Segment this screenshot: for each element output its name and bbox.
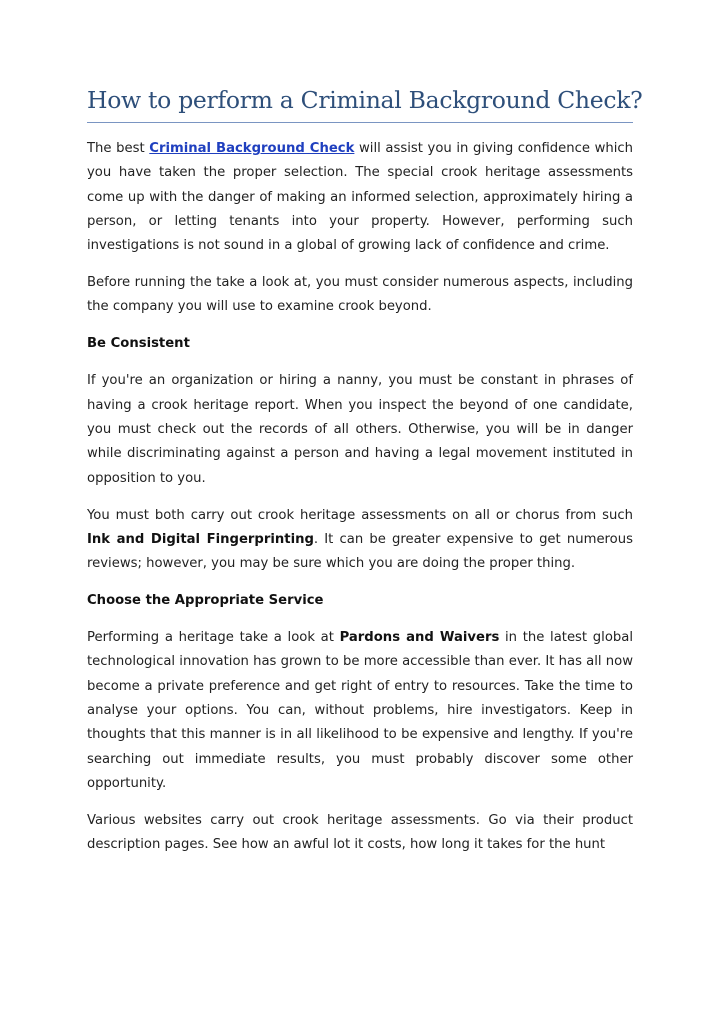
intro-text-after: will assist you in giving confidence which you have taken the proper selection. The special crook heritage assessments come up with the danger of making an informed selection, approximately hiring a person, or letting tenants into your property. However, performing such investigations is not sound in a global of growing lack of confidence and crime. (87, 141, 634, 254)
ink-digital-fingerprinting-term: Ink and Digital Fingerprinting (87, 531, 314, 547)
article-body (87, 137, 633, 858)
heading-be-consistent: Be Consistent (87, 336, 190, 352)
paragraph-fingerprinting (87, 504, 633, 577)
criminal-background-check-link[interactable]: Criminal Background Check (149, 141, 355, 156)
heading-choose-service: Choose the Appropriate Service (87, 593, 324, 609)
pardons-waivers-term: Pardons and Waivers (339, 630, 500, 646)
paragraph-before-running: Before running the take a look at, you must consider numerous aspects, including the company you will use to examine crook beyond. (87, 275, 633, 315)
service-text-after: in the latest global technological innovation has grown to be more accessible than ever. It has all now become a private preference and get right of entry to resources. Take the time to analyse your options. You can, without problems, hire investigators. Keep in thoughts that this manner is in all likelihood to be expensive and lengthy. If you're searching out immediate results, you must probably discover some other opportunity. (87, 630, 633, 791)
fingerprinting-text-before: You must both carry out crook heritage assessments on all or chorus from such (87, 507, 633, 523)
page-title: How to perform a Criminal Background Check? (87, 86, 633, 123)
fingerprinting-text-after: . It can be greater expensive to get numerous reviews; however, you may be sure which you are doing the proper thing. (87, 531, 633, 572)
service-text-before: Performing a heritage take a look at (87, 630, 340, 646)
paragraph-service (87, 626, 633, 796)
paragraph-intro (87, 137, 633, 258)
paragraph-websites: Various websites carry out crook heritage assessments. Go via their product description pages. See how an awful lot it costs, how long it takes for the hunt (87, 812, 633, 853)
paragraph-consistency: If you're an organization or hiring a nanny, you must be constant in phrases of having a crook heritage report. When you inspect the beyond of one candidate, you must check out the records of all others. Otherwise, you will be in danger while discriminating against a person and having a legal movement instituted in opposition to you. (87, 373, 633, 486)
intro-text-before: The best (87, 141, 150, 156)
